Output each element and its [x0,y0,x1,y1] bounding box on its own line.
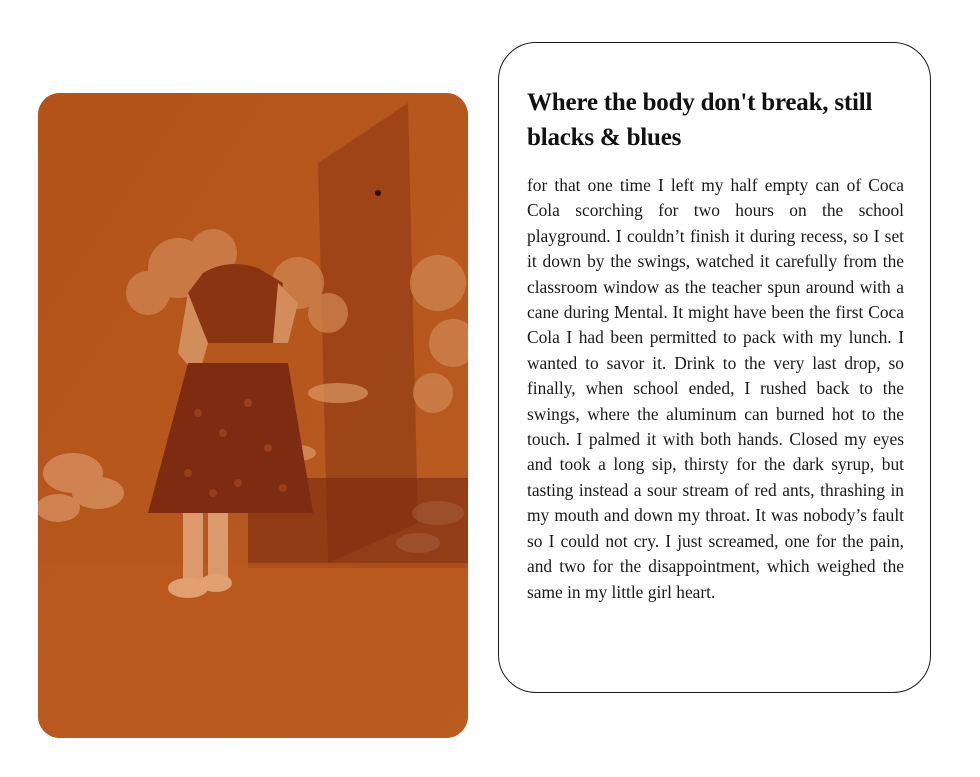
card-title: Where the body don't break, still blacks & blues [527,89,873,151]
photo-image [38,93,468,738]
vintage-photo [38,93,468,738]
card-body: for that one time I left my half empty can of Coca Cola scorching for two hours on the school playground. I couldn’t finish it during recess, so I set it down by the swings, watched it carefully from the classroom window as the teacher spun around with a cane during Mental. It might have been the first Coca Cola I had been permitted to pack with my lunch. I wanted to savor it. Drink to the very last drop, so finally, when school ended, I rushed back to the swings, where the aluminum can burned hot to the touch. I palmed it with both hands. Closed my eyes and took a long sip, thirsty for the dark syrup, but tasting instead a sour stream of red ants, thrashing in my mouth and down my throat. It was nobody’s fault so I could not cry. I just screamed, one for the pain, and two for the disappointment, which weighed the same in my little girl heart. [527,175,904,602]
text-card [498,42,931,693]
